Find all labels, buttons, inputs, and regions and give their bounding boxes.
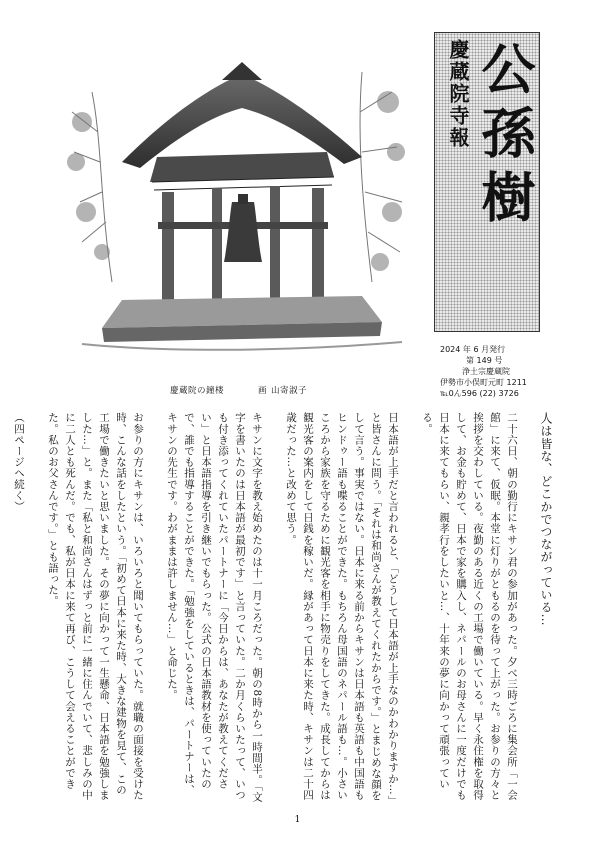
- article: [11, 412, 571, 804]
- page-number: 1: [294, 815, 301, 825]
- article-paragraph: キサンに文字を教え始めたのは十一月ころだった。朝の8時から一時間半。「文字を書いたのは日本語が最初です」と言っていた。二か月くらいたって、いつも付き添ってくれていたパートナーに「今日からは、あなたが教えてください」と日本語指導を引き継いでもらった。公式の日本語教材を使っていたので、誰でも指導することができた。「勉強をしているときは、パートナーは、キサンの先生です。わがままは許しません…」と命じた。: [166, 412, 263, 803]
- caption-artist: 山寄淑子: [271, 386, 308, 396]
- address: 伊勢市小俣町元町 1211: [440, 378, 527, 387]
- caption-subject: 慶蔵院の鐘楼: [170, 386, 225, 396]
- article-title: 人は皆な、どこかでつながっている…: [539, 412, 553, 627]
- masthead-title: 公孫樹: [473, 41, 537, 233]
- continued-note: （四ページへ続く）: [13, 412, 25, 512]
- article-paragraph: お参りの方にキサンは、いろいろと聞いてもらっていた。就職の面接を受けた時、こんな話をしたという。「初めて日本に来た時、大きな建物を見て、この工場で働きたいと思いました。その夢に向かって一生懸命、日本語を勉強しました…」と。また「私と和尚さんはずっと前に一緒に住んでいて、悲しみの中に二人とも死んだ。でも、私が日本に来て再び、こうして会えることができた。私のお父さんです。」とも語った。: [47, 412, 144, 801]
- caption-credit-label: 画: [258, 386, 268, 396]
- telephone: ℡0ん596 (22) 3726: [440, 389, 519, 398]
- article-paragraph: 二十六日、朝の勤行にキサン君の参加があった。夕べ三時ごろに集会所「一会館」に来て、仮眠。本堂に灯りがともるのを待って上がった。お参りの方々と挨拶を交わしている。夜勤のある近くの工場で働いている。早く永住権を取得して、お金も貯めて、日本で家を購入し、ネパールのお母さんに一度だけでも日本に来てもらい、親孝行をしたいと…、十年来の夢に向かって頑張っている。: [421, 412, 518, 801]
- masthead: [434, 32, 540, 332]
- issue-number: 第 149 号: [466, 356, 503, 365]
- publication-info: [440, 344, 527, 399]
- bell-tower-illustration: [62, 52, 412, 362]
- article-paragraph: 日本語が上手だと言われると、「どうして日本語が上手なのかわかりますか…」と皆さんに問う。「それは和尚さんが教えてくれたからです。」とまじめな顔をして言う。事実ではない。日本に来る前からキサンは日本語も英語も中国語もヒンドゥー語も喋ることができた。もちろん母国語のネパール語も…。小さいころから家族を守るために観光客を相手に物売りをしてきた。成長してからは観光客の案内をして日銭を稼いだ。縁があって日本に来た時、キサンは二十四歳だった…と改めて思う。: [285, 412, 399, 802]
- issue-date: 2024 年 6 月発行: [440, 345, 506, 354]
- masthead-subtitle: 慶蔵院寺報: [446, 39, 470, 149]
- publisher: 浄土宗慶蔵院: [462, 367, 510, 376]
- illustration-caption: [170, 384, 311, 396]
